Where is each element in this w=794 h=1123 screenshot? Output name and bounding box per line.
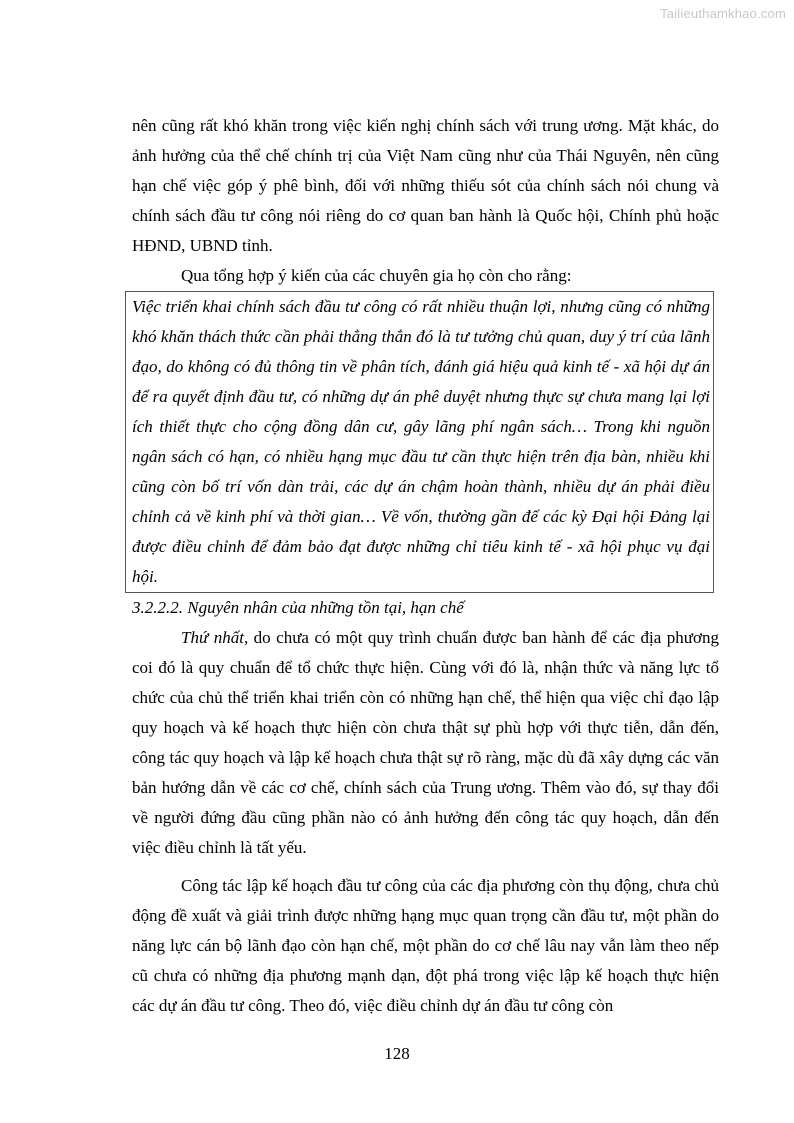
document-body: [132, 111, 719, 1021]
paragraph-3: [132, 623, 719, 863]
paragraph-4: Công tác lập kế hoạch đầu tư công của các địa phương còn thụ động, chưa chủ động đề xuất và giải trình được những hạng mục quan trọng cần đầu tư, một phần do năng lực cán bộ lãnh đạo còn hạn chế, một phần do cơ chế lâu nay vẫn làm theo nếp cũ chưa có những địa phương mạnh dạn, đột phá trong việc lập kế hoạch thực hiện các dự án đầu tư công. Theo đó, việc điều chỉnh dự án đầu tư công còn: [132, 876, 719, 1015]
section-heading: 3.2.2.2. Nguyên nhân của những tồn tại, hạn chế: [132, 598, 464, 617]
page-number: 128: [384, 1044, 410, 1063]
paragraph-3-lead: Thứ nhất: [181, 628, 244, 647]
paragraph-1: nên cũng rất khó khăn trong việc kiến nghị chính sách với trung ương. Mặt khác, do ảnh hưởng của thể chế chính trị của Việt Nam cũng như của Thái Nguyên, nên cũng hạn chế việc góp ý phê bình, đối với những thiếu sót của chính sách nói chung và chính sách đầu tư công nói riêng do cơ quan ban hành là Quốc hội, Chính phủ hoặc HĐND, UBND tỉnh.: [132, 116, 719, 255]
quote-box: [125, 291, 714, 593]
quote-text: Việc triển khai chính sách đầu tư công có rất nhiều thuận lợi, nhưng cũng có những khó khăn thách thức cần phải thẳng thắn đó là tư tưởng chủ quan, duy ý trí của lãnh đạo, do không có đủ thông tin về phân tích, đánh giá hiệu quả kinh tế - xã hội dự án để ra quyết định đầu tư, có những dự án phê duyệt nhưng thực sự chưa mang lại lợi ích thiết thực cho cộng đồng dân cư, gây lãng phí ngân sách… Trong khi nguồn ngân sách có hạn, có nhiều hạng mục đầu tư cần thực hiện trên địa bàn, nhiều khi cũng còn bố trí vốn dàn trải, các dự án chậm hoàn thành, nhiều dự án phải điều chỉnh cả về kinh phí và thời gian… Về vốn, thường gần đế các kỳ Đại hội Đảng lại được điều chỉnh để đảm bảo đạt được những chỉ tiêu kinh tế - xã hội phục vụ đại hội.: [132, 297, 710, 586]
paragraph-2: Qua tổng hợp ý kiến của các chuyên gia họ còn cho rằng:: [181, 266, 572, 285]
paragraph-3-rest: , do chưa có một quy trình chuẩn được ban hành để các địa phương coi đó là quy chuẩn để tổ chức thực hiện. Cùng với đó là, nhận thức và năng lực tổ chức của chủ thể triển khai triển còn có những hạn chế, thể hiện qua việc chỉ đạo lập quy hoạch và kế hoạch thực hiện còn chưa thật sự phù hợp với thực tiễn, dẫn đến, công tác quy hoạch và lập kế hoạch chưa thật sự rõ ràng, mặc dù đã xây dựng các văn bản hướng dẫn về các cơ chế, chính sách của Trung ương. Thêm vào đó, sự thay đổi về người đứng đầu cũng phần nào có ảnh hưởng đến công tác quy hoạch, dẫn đến việc điều chỉnh là tất yếu.: [132, 628, 719, 857]
watermark: Tailieuthamkhao.com: [660, 6, 786, 21]
